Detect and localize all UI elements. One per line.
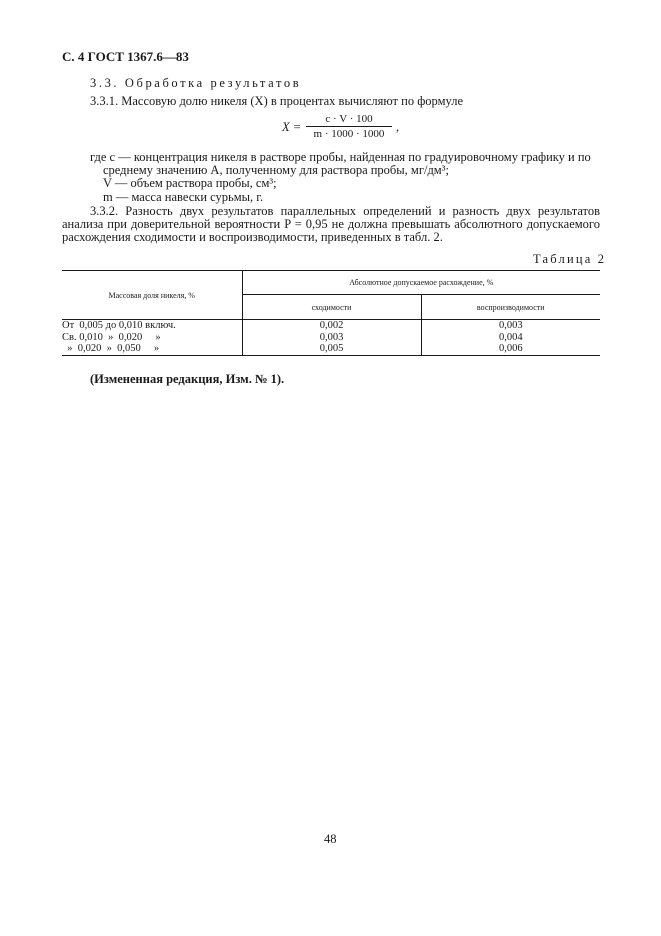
paragraph-3-3-1: 3.3.1. Массовую долю никеля (X) в процентах вычисляют по формуле xyxy=(90,94,463,108)
sub-header-convergence: сходимости xyxy=(242,295,421,320)
tolerance-table xyxy=(62,270,600,356)
where-v-line: V — объем раствора пробы, см³; xyxy=(103,176,277,190)
where-c-line2: среднему значению A, полученному для раствора пробы, мг/дм³; xyxy=(103,163,449,177)
cell-reproducibility: 0,006 xyxy=(421,343,600,355)
table-caption: Таблица 2 xyxy=(533,252,607,266)
section-title: 3.3. Обработка результатов xyxy=(90,76,302,90)
formula-fraction xyxy=(306,113,392,140)
cell-convergence: 0,003 xyxy=(242,332,421,344)
edition-note: (Измененная редакция, Изм. № 1). xyxy=(90,372,285,386)
paragraph-3-3-2-line2: анализа при доверительной вероятности P = 0,95 не должна превышать абсолютного допускаемого xyxy=(62,217,600,231)
page-header: С. 4 ГОСТ 1367.6—83 xyxy=(62,49,189,64)
cell-range: Св. 0,010 » 0,020 » xyxy=(62,332,242,344)
group-header-tolerance: Абсолютное допускаемое расхождение, % xyxy=(242,271,600,295)
formula-comma: , xyxy=(396,120,400,134)
col-header-nickel: Массовая доля никеля, % xyxy=(62,271,242,320)
cell-reproducibility: 0,003 xyxy=(498,320,523,332)
cell-convergence: 0,002 xyxy=(242,320,421,332)
table-row xyxy=(62,320,600,332)
cell-convergence: 0,005 xyxy=(242,343,421,355)
formula-denominator: m · 1000 · 1000 xyxy=(313,128,385,140)
cell-reproducibility: 0,004 xyxy=(498,331,523,343)
fraction-bar xyxy=(306,126,392,127)
cell-range: От 0,005 до 0,010 включ. xyxy=(62,320,242,332)
page-number: 48 xyxy=(324,832,337,846)
table-row xyxy=(62,332,600,344)
cell-range: » 0,020 » 0,050 » xyxy=(62,343,242,355)
table-row xyxy=(62,343,600,355)
formula xyxy=(282,113,402,143)
where-c-line1: где c — концентрация никеля в растворе пробы, найденная по градуировочному графику и по xyxy=(90,150,591,164)
sub-header-reproducibility: воспроизводимости xyxy=(421,295,600,320)
paragraph-3-3-2-line1: 3.3.2. Разность двух результатов параллельных определений и разность двух результатов xyxy=(90,204,600,218)
formula-lhs: X = xyxy=(282,120,302,134)
paragraph-3-3-2-line3: расхождения сходимости и воспроизводимости, приведенных в табл. 2. xyxy=(62,230,443,244)
where-m-line: m — масса навески сурьмы, г. xyxy=(103,190,264,204)
formula-numerator: c · V · 100 xyxy=(325,113,373,125)
